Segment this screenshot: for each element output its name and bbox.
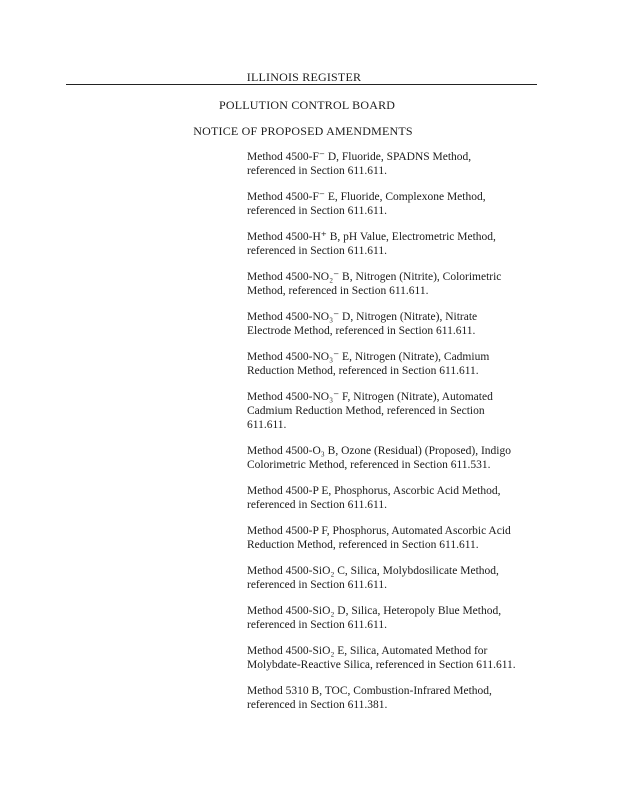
list-item xyxy=(247,350,547,378)
entry-line: Method 4500-P E, Phosphorus, Ascorbic Acid Method, xyxy=(247,485,501,497)
register-title: ILLINOIS REGISTER xyxy=(246,70,362,84)
entry-line: Method 5310 B, TOC, Combustion-Infrared Method, xyxy=(247,685,492,697)
entry-line: referenced in Section 611.611. xyxy=(247,245,387,257)
method-list xyxy=(247,150,547,724)
entry-line: Method, referenced in Section 611.611. xyxy=(247,285,429,297)
entry-line: Method 4500-O₃ B, Ozone (Residual) (Proposed), Indigo xyxy=(247,445,511,457)
header-rule xyxy=(66,84,537,85)
entry-line: referenced in Section 611.611. xyxy=(247,499,387,511)
list-item xyxy=(247,310,547,338)
entry-line: Reduction Method, referenced in Section 611.611. xyxy=(247,365,479,377)
entry-line: Method 4500-P F, Phosphorus, Automated Ascorbic Acid xyxy=(247,525,511,537)
list-item xyxy=(247,230,547,258)
entry-line: Reduction Method, referenced in Section 611.611. xyxy=(247,539,479,551)
list-item xyxy=(247,564,547,592)
list-item xyxy=(247,604,547,632)
entry-line: Method 4500-SiO₂ E, Silica, Automated Method for xyxy=(247,645,488,657)
entry-line: referenced in Section 611.611. xyxy=(247,619,387,631)
entry-line: referenced in Section 611.381. xyxy=(247,699,388,711)
entry-line: Method 4500-SiO₂ C, Silica, Molybdosilicate Method, xyxy=(247,565,499,577)
entry-line: referenced in Section 611.611. xyxy=(247,579,387,591)
list-item xyxy=(247,444,547,472)
entry-line: 611.611. xyxy=(247,419,287,431)
entry-line: Electrode Method, referenced in Section 611.611. xyxy=(247,325,476,337)
entry-line: Method 4500-SiO₂ D, Silica, Heteropoly Blue Method, xyxy=(247,605,502,617)
entry-line: Method 4500-H⁺ B, pH Value, Electrometric Method, xyxy=(247,231,496,243)
entry-line: Cadmium Reduction Method, referenced in Section xyxy=(247,405,485,417)
entry-line: Method 4500-NO₃⁻ F, Nitrogen (Nitrate), Automated xyxy=(247,391,493,403)
entry-line: Method 4500-F⁻ D, Fluoride, SPADNS Method, xyxy=(247,151,472,163)
list-item xyxy=(247,684,547,712)
entry-line: Method 4500-F⁻ E, Fluoride, Complexone Method, xyxy=(247,191,486,203)
list-item xyxy=(247,390,547,432)
list-item xyxy=(247,524,547,552)
list-item xyxy=(247,190,547,218)
list-item xyxy=(247,150,547,178)
entry-line: Method 4500-NO₃⁻ E, Nitrogen (Nitrate), Cadmium xyxy=(247,351,490,363)
entry-line: referenced in Section 611.611. xyxy=(247,205,387,217)
notice-title: NOTICE OF PROPOSED AMENDMENTS xyxy=(193,124,413,138)
entry-line: Colorimetric Method, referenced in Section 611.531. xyxy=(247,459,491,471)
board-title: POLLUTION CONTROL BOARD xyxy=(219,98,396,112)
entry-line: referenced in Section 611.611. xyxy=(247,165,387,177)
entry-line: Method 4500-NO₂⁻ B, Nitrogen (Nitrite), Colorimetric xyxy=(247,271,502,283)
entry-line: Molybdate-Reactive Silica, referenced in Section 611.611. xyxy=(247,659,516,671)
list-item xyxy=(247,484,547,512)
entry-line: Method 4500-NO₃⁻ D, Nitrogen (Nitrate), Nitrate xyxy=(247,311,478,323)
list-item xyxy=(247,270,547,298)
list-item xyxy=(247,644,547,672)
